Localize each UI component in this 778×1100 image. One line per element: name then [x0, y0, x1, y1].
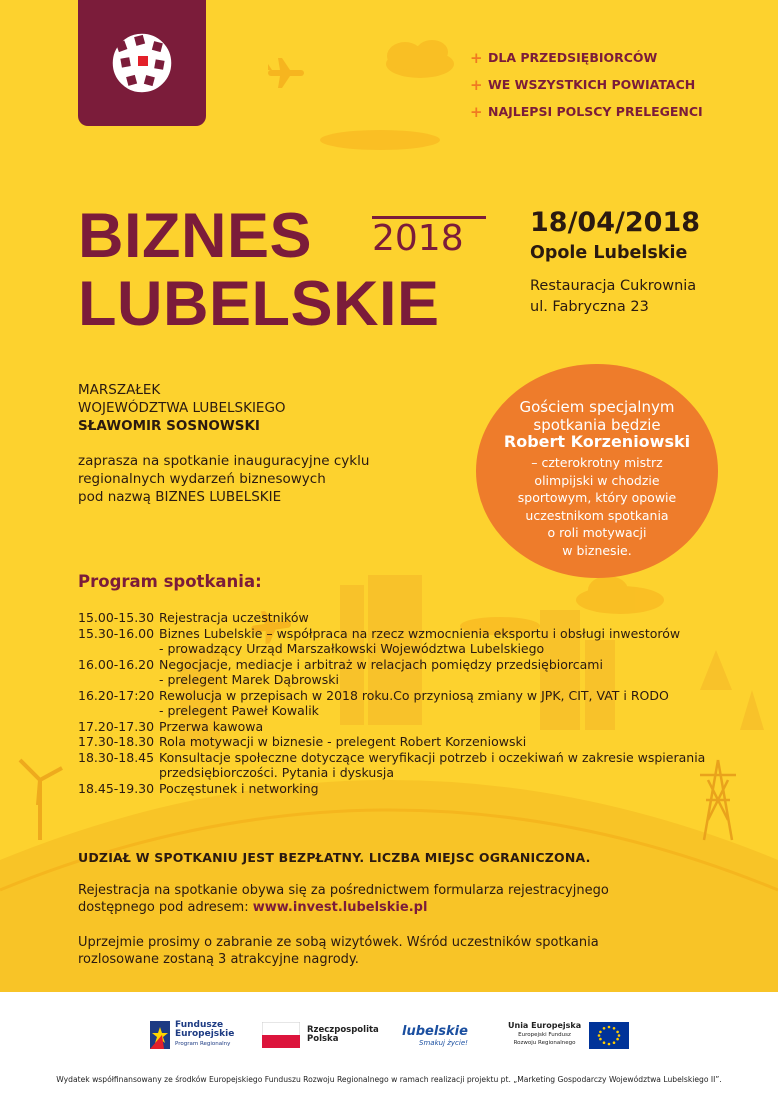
program-row: 18.45-19.30 Poczęstunek i networking: [78, 780, 319, 796]
program-title: Program spotkania:: [78, 572, 262, 591]
globe-logo-icon: [107, 28, 177, 98]
fe-star-icon: [150, 1021, 170, 1049]
bullet-item: + WE WSZYSTKICH POWIATACH: [470, 75, 696, 94]
guest-description: – czterokrotny mistrz olimpijski w chodzie sportowym, który opowie uczestnikom spotkania o roli motywacji w biznesie.: [517, 455, 677, 558]
registration-link[interactable]: www.invest.lubelskie.pl: [252, 900, 428, 915]
plus-icon: +: [470, 75, 483, 94]
event-date: 18/04/2018: [530, 207, 701, 238]
feature-bullets: [470, 44, 703, 125]
bullet-item: + NAJLEPSI POLSCY PRELEGENCI: [470, 102, 703, 121]
special-guest-circle: [476, 364, 718, 578]
free-participation-notice: UDZIAŁ W SPOTKANIU JEST BEZPŁATNY. LICZBA MIEJSC OGRANICZONA.: [78, 850, 591, 865]
program-row: 17.30-18.30 Rola motywacji w biznesie - prelegent Robert Korzeniowski: [78, 734, 527, 749]
program-row: 18.30-18.45 Konsultacje społeczne dotyczące weryfikacji potrzeb i oczekiwań w zakresie wspierania: [78, 749, 706, 765]
program-row: - prowadzący Urząd Marszałkowski Województwa Lubelskiego: [159, 641, 545, 656]
event-city: Opole Lubelskie: [530, 243, 688, 263]
fundusze-europejskie-logo: Fundusze Europejskie Program Regionalny: [150, 1020, 234, 1050]
host-name: SŁAWOMIR SOSNOWSKI: [78, 418, 260, 434]
plus-icon: +: [470, 48, 483, 67]
invitation-text: zaprasza na spotkanie inauguracyjne cyklu regionalnych wydarzeń biznesowych pod nazwą BIZNES LUBELSKIE: [78, 453, 370, 505]
title-lubelskie: LUBELSKIE: [78, 269, 440, 339]
invite-line: MARSZAŁEK: [78, 382, 161, 398]
invitation-header: [78, 381, 286, 435]
bullet-item: + DLA PRZEDSIĘBIORCÓW: [470, 48, 658, 67]
rzeczpospolita-polska-logo: Rzeczpospolita Polska: [262, 1020, 379, 1050]
logo-tab: [78, 0, 206, 126]
invite-line: WOJEWÓDZTWA LUBELSKIEGO: [78, 400, 286, 416]
title-biznes: BIZNES: [78, 201, 313, 271]
program-row: - prelegent Marek Dąbrowski: [159, 672, 339, 687]
program-row: przedsiębiorczości. Pytania i dyskusja: [159, 765, 394, 780]
business-cards-note: Uprzejmie prosimy o zabranie ze sobą wizytówek. Wśród uczestników spotkania rozlosowane zostaną 3 atrakcyjne nagrody.: [78, 935, 599, 967]
polish-flag-icon: [262, 1022, 300, 1048]
registration-info: Rejestracja na spotkanie obywa się za pośrednictwem formularza rejestracyjnego dostępnego pod adresem: www.invest.lubelskie.pl: [78, 883, 609, 915]
program-row: 16.00-16.20 Negocjacje, mediacje i arbitraż w relacjach pomiędzy przedsiębiorcami: [78, 656, 603, 672]
title-year: 2018: [372, 218, 464, 259]
program-row: 15.00-15.30 Rejestracja uczestników: [78, 610, 309, 625]
venue-name: Restauracja Cukrownia: [530, 278, 697, 294]
program-row: 17.20-17.30 Przerwa kawowa: [78, 718, 264, 734]
guest-name: Robert Korzeniowski: [503, 432, 691, 451]
footer: [0, 992, 778, 1100]
eu-flag-icon: [589, 1022, 629, 1049]
program-row: - prelegent Paweł Kowalik: [159, 703, 319, 718]
plus-icon: +: [470, 102, 483, 121]
venue-address: ul. Fabryczna 23: [530, 299, 649, 315]
guest-intro: Gościem specjalnym spotkania będzie: [519, 398, 675, 434]
program-list: [78, 610, 758, 796]
event-venue: [530, 276, 696, 318]
program-row: 15.30-16.00 Biznes Lubelskie – współpraca na rzecz wzmocnienia eksportu i obsługi inwestorów: [78, 625, 681, 641]
unia-europejska-logo: Unia Europejska Europejski Fundusz Rozwoju Regionalnego: [508, 1020, 629, 1050]
funding-disclaimer: Wydatek współfinansowany ze środków Europejskiego Funduszu Rozwoju Regionalnego w ramach realizacji projektu pt. „Marketing Gospodarczy Województwa Lubelskiego II”.: [56, 1075, 722, 1084]
lubelskie-logo: lubelskie Smakuj życie!: [402, 1023, 468, 1047]
program-row: 16.20-17:20 Rewolucja w przepisach w 2018 roku.Co przyniosą zmiany w JPK, CIT, VAT i RODO: [78, 687, 669, 703]
